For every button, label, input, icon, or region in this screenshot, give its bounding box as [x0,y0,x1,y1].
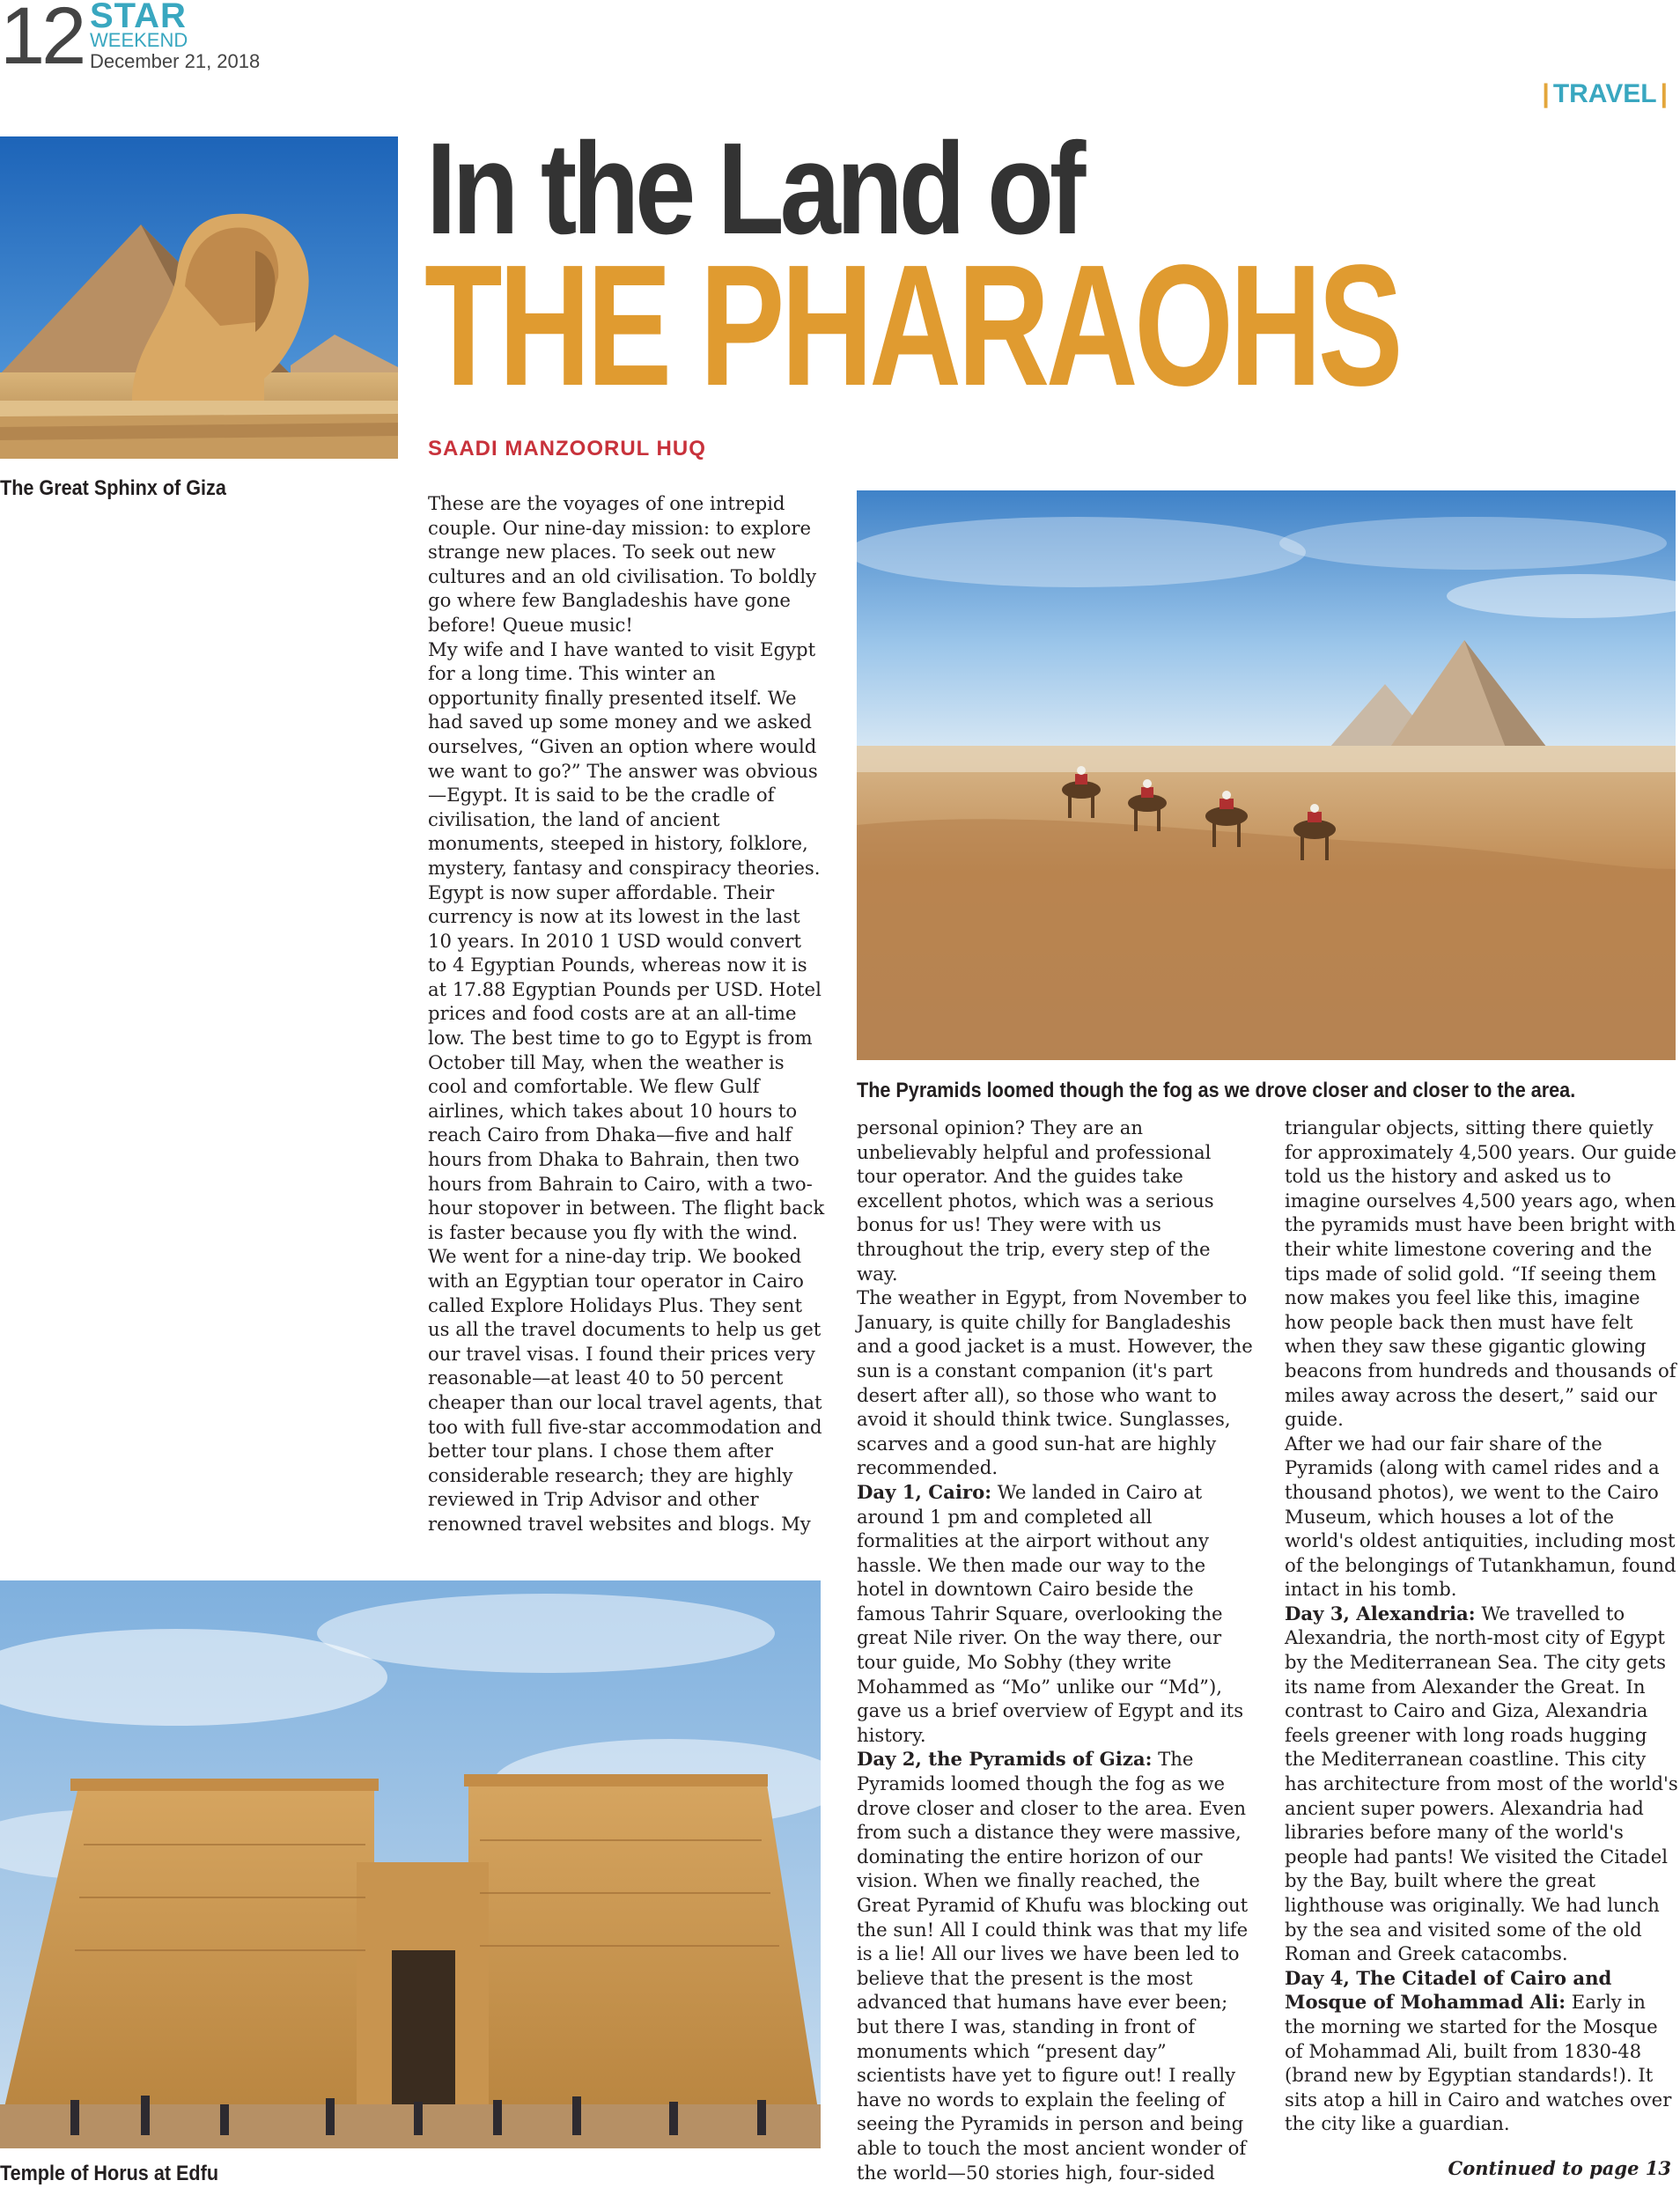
temple-caption: Temple of Horus at Edfu [0,2162,219,2185]
headline-line-1: In the Land of [426,116,1082,262]
paragraph: Egypt is now super affordable. Their currency is now at its lowest in the last 10 years. In 2010 1 USD would convert to 4 Egyptian Pounds, whereas now it is at 17.88 Egyptian Pounds per USD. Hotel prices and food costs are at an all-time low. The best time to go to Egypt is from October till May, when the weather is cool and comfortable. We flew Gulf airlines, which takes about 10 hours to reach Cairo from Dhaka—five and half hours from Dhaka to Bahrain, then two hours from Bahrain to Cairo, with a two-hour stopover in between. The flight back is faster because you fly with the wind. [428,880,825,1243]
headline-line-2: THE PHARAOHS [424,229,1400,422]
sphinx-caption: The Great Sphinx of Giza [0,476,226,500]
byline: SAADI MANZOORUL HUQ [428,437,706,460]
paragraph: Day 4, The Citadel of Cairo and Mosque of Mohammad Ali: Early in the morning we started for the Mosque of Mohammad Ali, built from 1830-48 (brand new by Egyptian standards!). It sits atop a hill in Cairo and watches over the city like a guardian. [1285,1966,1672,2135]
section-label: | TRAVEL | [1542,79,1668,108]
day-heading: Day 4, The Citadel of Cairo and Mosque of Mohammad Ali: [1285,1966,1612,2014]
paragraph: triangular objects, sitting there quietly for approximately 4,500 years. Our guide told us the history and asked us to imagine ourselves 4,500 years ago, when the pyramids must have been bright with their white limestone covering and the tips made of solid gold. “If seeing them now makes you feel like this, imagine how people back then must have felt when they saw these gigantic glowing beacons from hundreds and thousands of miles away across the desert,” said our guide. [1285,1116,1677,1431]
pyramids-caption: The Pyramids loomed though the fog as we drove closer and closer to the area. [857,1079,1576,1102]
paragraph: personal opinion? They are an unbelievably helpful and professional tour operator. And the guides take excellent photos, which was a serious bonus for us! They were with us throughout the trip, every step of the way. [857,1116,1214,1285]
continued-link[interactable]: Continued to page 13 [1448,2157,1671,2179]
temple-of-horus-photo [0,1580,821,2148]
paragraph: Day 2, the Pyramids of Giza: The Pyramids loomed though the fog as we drove closer and closer to the area. Even from such a distance they were massive, dominating the entire horizon of our vision. When we finally reached, the Great Pyramid of Khufu was blocking out the sun! All I could think was that my life is a lie! All our lives we have been led to believe that the present is the most advanced that humans have ever been; but there I was, standing in front of monuments which “present day” scientists have yet to figure out! I really have no words to explain the feeling of seeing the Pyramids in person and being able to touch the most ancient wonder of the world—50 stories high, four-sided [857,1748,1249,2184]
article-column-1 [428,491,826,1536]
day-heading: Day 2, the Pyramids of Giza: [857,1748,1153,1771]
article-column-3 [1285,1116,1678,2136]
day-heading: Day 1, Cairo: [857,1480,992,1503]
paragraph: Day 3, Alexandria: We travelled to Alexandria, the north-most city of Egypt by the Mediterranean Sea. The city gets its name from Alexander the Great. In contrast to Cairo and Giza, Alexandria feels greener with long roads hugging the Mediterranean coastline. This city has architecture from most of the world's ancient super powers. Alexandria had libraries before many of the world's people had pants! We visited the Citadel by the Bay, built where the great lighthouse was originally. We had lunch by the sea and visited some of the old Roman and Greek catacombs. [1285,1602,1678,1965]
paragraph: We went for a nine-day trip. We booked with an Egyptian tour operator in Cairo called Explore Holidays Plus. They sent us all the travel documents to help us get our travel visas. I found their prices very reasonable—at least 40 to 50 percent cheaper than our local travel agents, that too with full five-star accommodation and better tour plans. I chose them after considerable research; they are highly reviewed in Trip Advisor and other renowned travel websites and blogs. My [428,1245,822,1535]
paragraph: Day 1, Cairo: We landed in Cairo at around 1 pm and completed all formalities at the airport without any hassle. We then made our way to the hotel in downtown Cairo beside the famous Tahrir Square, overlooking the great Nile river. On the way there, our tour guide, Mo Sobhy (they write Mohammed as “Mo” unlike our “Md”), gave us a brief overview of Egypt and its history. [857,1480,1244,1746]
sphinx-photo [0,136,398,459]
brand-logo: STAR [90,0,187,35]
paragraph: My wife and I have wanted to visit Egypt for a long time. This winter an opportunity finally presented itself. We had saved up some money and we asked ourselves, “Given an option where would we want to go?” The answer was obvious—Egypt. It is said to be the cradle of civilisation, the land of ancient monuments, steeped in history, folklore, mystery, fantasy and conspiracy theories. [428,637,821,879]
day-heading: Day 3, Alexandria: [1285,1602,1476,1624]
paragraph: The weather in Egypt, from November to January, is quite chilly for Bangladeshis and a good jacket is a must. However, the sun is a constant companion (it's part desert after all), so those who want to avoid it should think twice. Sunglasses, scarves and a good sun-hat are highly recommended. [857,1286,1253,1479]
pyramids-photo [857,490,1676,1060]
sub-brand: WEEKEND [90,29,188,51]
section-label-text: TRAVEL [1552,79,1657,108]
paragraph: These are the voyages of one intrepid couple. Our nine-day mission: to explore strange new places. To seek out new cultures and an old civilisation. To boldly go where few Bangladeshis have gone before! Queue music! [428,492,817,636]
article-column-2 [857,1116,1255,2184]
issue-date: December 21, 2018 [90,50,261,72]
paragraph: After we had our fair share of the Pyramids (along with camel rides and a thousand photos), we went to the Cairo Museum, which houses a lot of the world's oldest antiquities, including most of the belongings of Tutankhamun, found intact in his tomb. [1285,1432,1676,1601]
page-number: 12 [0,0,84,81]
